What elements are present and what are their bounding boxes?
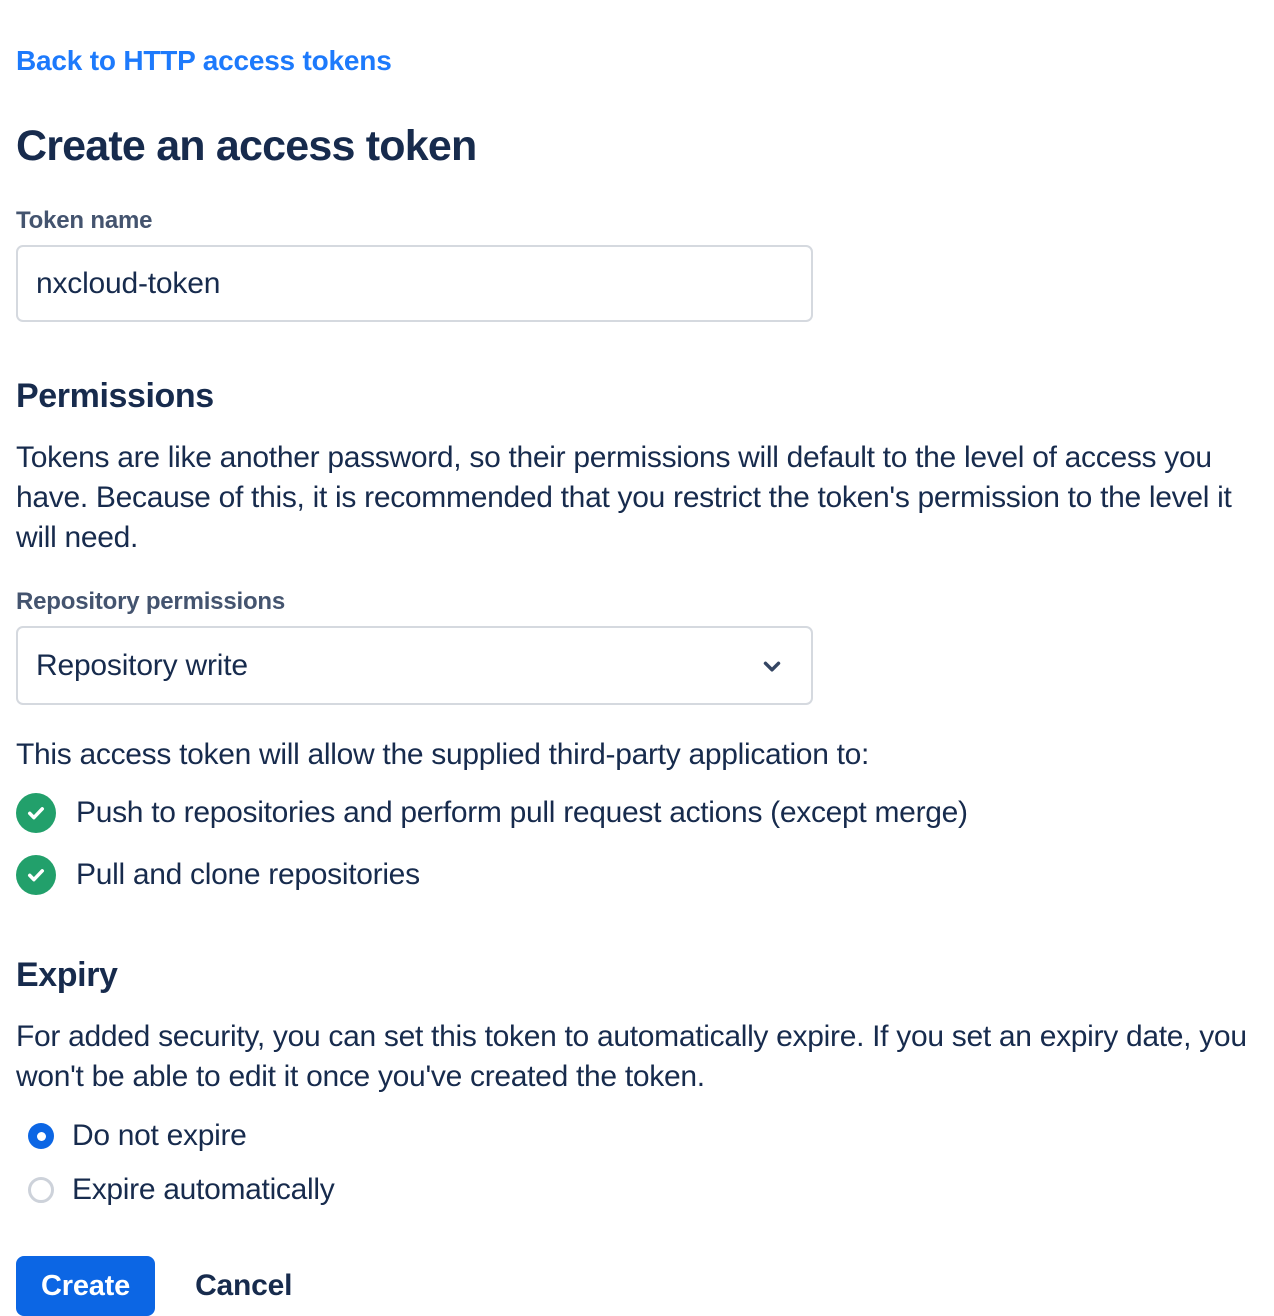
expiry-option-do-not-expire <box>16 1117 1258 1155</box>
cancel-button[interactable]: Cancel <box>195 1269 293 1302</box>
token-name-label: Token name <box>16 207 153 234</box>
check-circle-icon <box>16 855 56 895</box>
expiry-options <box>16 1117 1258 1209</box>
chevron-down-icon <box>759 653 785 679</box>
back-to-http-access-tokens-link[interactable]: Back to HTTP access tokens <box>16 45 392 76</box>
allow-intro-text: This access token will allow the supplied third-party application to: <box>16 738 870 771</box>
radio-button-selected[interactable] <box>28 1123 54 1149</box>
expiry-description: For added security, you can set this token to automatically expire. If you set an expiry date, you won't be able to edit it once you've created the token. <box>16 1020 1247 1093</box>
capability-label: Push to repositories and perform pull request actions (except merge) <box>76 796 968 829</box>
check-circle-icon <box>16 793 56 833</box>
expiry-heading: Expiry <box>16 956 118 994</box>
token-name-input[interactable] <box>16 245 813 322</box>
radio-label[interactable]: Expire automatically <box>72 1173 335 1206</box>
capability-row <box>16 855 1258 895</box>
permissions-heading: Permissions <box>16 377 214 415</box>
repository-permissions-label: Repository permissions <box>16 588 286 615</box>
create-button[interactable]: Create <box>16 1256 155 1316</box>
repository-permissions-selected-value: Repository write <box>36 648 248 682</box>
capability-list <box>16 793 1258 895</box>
radio-button-unselected[interactable] <box>28 1177 54 1203</box>
repository-permissions-select[interactable] <box>16 626 813 705</box>
capability-label: Pull and clone repositories <box>76 858 420 891</box>
page-title: Create an access token <box>16 122 477 170</box>
form-actions <box>16 1256 1258 1316</box>
permissions-description: Tokens are like another password, so their permissions will default to the level of access you have. Because of this, it is recommended that you restrict the token's permission to the level it will need. <box>16 441 1232 554</box>
radio-label[interactable]: Do not expire <box>72 1119 247 1152</box>
capability-row <box>16 793 1258 833</box>
expiry-option-expire-automatically <box>16 1171 1258 1209</box>
